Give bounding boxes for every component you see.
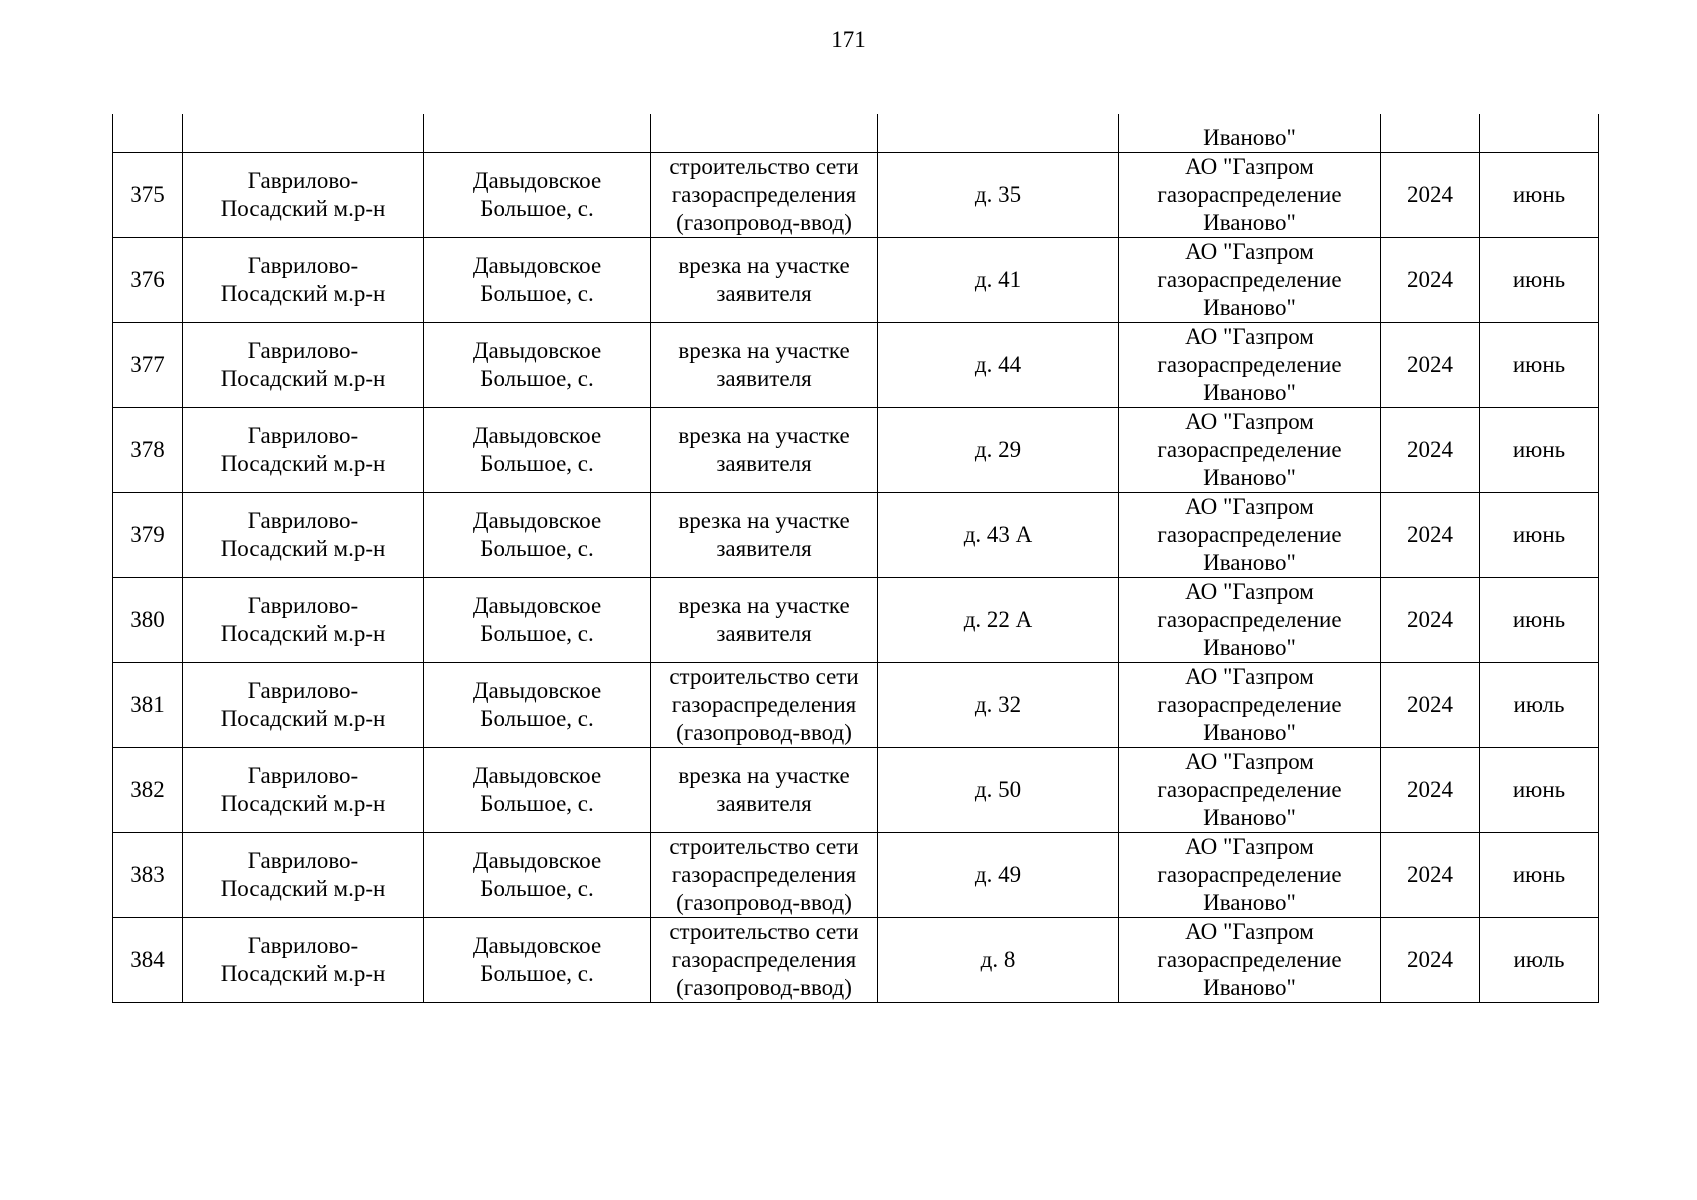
table-row <box>113 153 1599 238</box>
gas-connection-table <box>112 114 1599 1003</box>
table-body <box>113 114 1599 1003</box>
district-line: Посадский м.р-н <box>220 536 386 561</box>
work-line: врезка на участке <box>678 253 850 278</box>
work-line: строительство сети <box>669 664 859 689</box>
cell-year: 2024 <box>1381 578 1480 663</box>
cell-work <box>651 114 878 153</box>
work-line: заявителя <box>716 366 812 391</box>
cell-owner <box>1119 408 1381 493</box>
settlement-line: Большое, с. <box>480 196 594 221</box>
cell-owner <box>1119 323 1381 408</box>
cell-work <box>651 238 878 323</box>
settlement-line: Большое, с. <box>480 366 594 391</box>
table-row <box>113 408 1599 493</box>
work-line: врезка на участке <box>678 423 850 448</box>
work-line: заявителя <box>716 451 812 476</box>
cell-num: 384 <box>113 918 183 1003</box>
cell-address: д. 32 <box>878 663 1119 748</box>
district-line: Посадский м.р-н <box>220 451 386 476</box>
cell-settlement <box>424 833 651 918</box>
cell-address: д. 29 <box>878 408 1119 493</box>
cell-year: 2024 <box>1381 918 1480 1003</box>
settlement-line: Давыдовское <box>472 593 602 618</box>
cell-address: д. 44 <box>878 323 1119 408</box>
cell-year: 2024 <box>1381 748 1480 833</box>
cell-address: д. 22 А <box>878 578 1119 663</box>
owner-line: газораспределение <box>1157 607 1342 632</box>
cell-settlement <box>424 918 651 1003</box>
cell-address: д. 49 <box>878 833 1119 918</box>
cell-month: июнь <box>1480 833 1599 918</box>
cell-owner <box>1119 238 1381 323</box>
owner-line: Иваново" <box>1203 890 1296 915</box>
cell-settlement <box>424 578 651 663</box>
cell-district <box>183 323 424 408</box>
settlement-line: Большое, с. <box>480 791 594 816</box>
cell-work <box>651 918 878 1003</box>
owner-line: АО "Газпром <box>1185 919 1314 944</box>
cell-settlement <box>424 408 651 493</box>
cell-owner <box>1119 578 1381 663</box>
district-line: Гаврилово- <box>247 423 359 448</box>
cell-work <box>651 408 878 493</box>
district-line: Посадский м.р-н <box>220 876 386 901</box>
settlement-line: Большое, с. <box>480 961 594 986</box>
cell-district <box>183 663 424 748</box>
owner-line: Иваново" <box>1203 550 1296 575</box>
owner-line: газораспределение <box>1157 862 1342 887</box>
settlement-line: Давыдовское <box>472 423 602 448</box>
table-row <box>113 578 1599 663</box>
work-line: газораспределения <box>671 947 857 972</box>
district-line: Гаврилово- <box>247 508 359 533</box>
cell-num: 380 <box>113 578 183 663</box>
cell-owner <box>1119 918 1381 1003</box>
cell-num: 377 <box>113 323 183 408</box>
work-line: (газопровод-ввод) <box>676 890 852 915</box>
work-line: (газопровод-ввод) <box>676 720 852 745</box>
cell-year: 2024 <box>1381 833 1480 918</box>
owner-line: газораспределение <box>1157 947 1342 972</box>
work-line: строительство сети <box>669 919 859 944</box>
cell-num: 375 <box>113 153 183 238</box>
work-line: (газопровод-ввод) <box>676 210 852 235</box>
settlement-line: Большое, с. <box>480 281 594 306</box>
cell-address: д. 8 <box>878 918 1119 1003</box>
district-line: Гаврилово- <box>247 678 359 703</box>
cell-owner <box>1119 114 1381 153</box>
cell-owner <box>1119 663 1381 748</box>
district-line: Посадский м.р-н <box>220 791 386 816</box>
settlement-line: Большое, с. <box>480 536 594 561</box>
work-line: врезка на участке <box>678 508 850 533</box>
table-row <box>113 493 1599 578</box>
cell-num: 381 <box>113 663 183 748</box>
owner-line: газораспределение <box>1157 522 1342 547</box>
continued-row <box>113 114 1599 153</box>
work-line: заявителя <box>716 621 812 646</box>
work-line: заявителя <box>716 536 812 561</box>
page-number: 171 <box>831 27 866 52</box>
district-line: Посадский м.р-н <box>220 621 386 646</box>
owner-line: газораспределение <box>1157 777 1342 802</box>
work-line: газораспределения <box>671 182 857 207</box>
district-line: Посадский м.р-н <box>220 706 386 731</box>
cell-work <box>651 578 878 663</box>
cell-work <box>651 153 878 238</box>
cell-address: д. 43 А <box>878 493 1119 578</box>
cell-month: июнь <box>1480 748 1599 833</box>
cell-district <box>183 918 424 1003</box>
cell-num: 383 <box>113 833 183 918</box>
table-row <box>113 918 1599 1003</box>
work-line: заявителя <box>716 281 812 306</box>
cell-work <box>651 833 878 918</box>
owner-line: АО "Газпром <box>1185 324 1314 349</box>
cell-address <box>878 114 1119 153</box>
cell-work <box>651 748 878 833</box>
cell-address: д. 50 <box>878 748 1119 833</box>
owner-line: Иваново" <box>1203 805 1296 830</box>
cell-settlement <box>424 748 651 833</box>
settlement-line: Давыдовское <box>472 678 602 703</box>
cell-district <box>183 833 424 918</box>
settlement-line: Давыдовское <box>472 168 602 193</box>
owner-line: АО "Газпром <box>1185 409 1314 434</box>
cell-district <box>183 493 424 578</box>
cell-num: 379 <box>113 493 183 578</box>
cell-num: 382 <box>113 748 183 833</box>
district-line: Посадский м.р-н <box>220 281 386 306</box>
owner-line: АО "Газпром <box>1185 239 1314 264</box>
owner-line: АО "Газпром <box>1185 154 1314 179</box>
cell-num: 376 <box>113 238 183 323</box>
cell-month: июнь <box>1480 578 1599 663</box>
cell-district <box>183 748 424 833</box>
settlement-line: Давыдовское <box>472 338 602 363</box>
owner-line: газораспределение <box>1157 267 1342 292</box>
cell-district <box>183 408 424 493</box>
cell-district <box>183 153 424 238</box>
work-line: заявителя <box>716 791 812 816</box>
settlement-line: Большое, с. <box>480 706 594 731</box>
district-line: Гаврилово- <box>247 848 359 873</box>
owner-line: АО "Газпром <box>1185 494 1314 519</box>
district-line: Посадский м.р-н <box>220 196 386 221</box>
cell-work <box>651 493 878 578</box>
cell-address: д. 35 <box>878 153 1119 238</box>
owner-line: газораспределение <box>1157 692 1342 717</box>
owner-line: АО "Газпром <box>1185 834 1314 859</box>
cell-settlement <box>424 493 651 578</box>
cell-month: июль <box>1480 918 1599 1003</box>
district-line: Гаврилово- <box>247 253 359 278</box>
table-row <box>113 323 1599 408</box>
owner-line: газораспределение <box>1157 182 1342 207</box>
work-line: врезка на участке <box>678 763 850 788</box>
table-row <box>113 663 1599 748</box>
district-line: Гаврилово- <box>247 338 359 363</box>
cell-year: 2024 <box>1381 493 1480 578</box>
owner-line: газораспределение <box>1157 352 1342 377</box>
owner-line: газораспределение <box>1157 437 1342 462</box>
work-line: строительство сети <box>669 834 859 859</box>
cell-year: 2024 <box>1381 408 1480 493</box>
cell-month: июнь <box>1480 408 1599 493</box>
cell-district <box>183 578 424 663</box>
cell-settlement <box>424 663 651 748</box>
district-line: Гаврилово- <box>247 168 359 193</box>
owner-line: Иваново" <box>1203 720 1296 745</box>
cell-address: д. 41 <box>878 238 1119 323</box>
settlement-line: Большое, с. <box>480 876 594 901</box>
cell-owner <box>1119 748 1381 833</box>
work-line: (газопровод-ввод) <box>676 975 852 1000</box>
owner-line: АО "Газпром <box>1185 579 1314 604</box>
cell-district <box>183 238 424 323</box>
district-line: Гаврилово- <box>247 593 359 618</box>
settlement-line: Давыдовское <box>472 848 602 873</box>
cell-settlement <box>424 238 651 323</box>
cell-settlement <box>424 153 651 238</box>
cell-owner <box>1119 153 1381 238</box>
settlement-line: Давыдовское <box>472 508 602 533</box>
settlement-line: Давыдовское <box>472 933 602 958</box>
cell-num <box>113 114 183 153</box>
owner-line: АО "Газпром <box>1185 749 1314 774</box>
cell-settlement <box>424 114 651 153</box>
cell-settlement <box>424 323 651 408</box>
work-line: строительство сети <box>669 154 859 179</box>
work-line: газораспределения <box>671 692 857 717</box>
table-row <box>113 833 1599 918</box>
cell-year <box>1381 114 1480 153</box>
table-row <box>113 748 1599 833</box>
owner-line: Иваново" <box>1203 210 1296 235</box>
owner-line: Иваново" <box>1203 380 1296 405</box>
cell-month: июнь <box>1480 323 1599 408</box>
cell-month <box>1480 114 1599 153</box>
owner-line: Иваново" <box>1203 635 1296 660</box>
cell-month: июнь <box>1480 153 1599 238</box>
owner-line: Иваново" <box>1203 465 1296 490</box>
cell-year: 2024 <box>1381 153 1480 238</box>
cell-year: 2024 <box>1381 323 1480 408</box>
cell-work <box>651 663 878 748</box>
settlement-line: Большое, с. <box>480 621 594 646</box>
owner-line: АО "Газпром <box>1185 664 1314 689</box>
cell-owner <box>1119 833 1381 918</box>
cell-district <box>183 114 424 153</box>
work-line: врезка на участке <box>678 338 850 363</box>
table-row <box>113 238 1599 323</box>
cell-owner <box>1119 493 1381 578</box>
district-line: Гаврилово- <box>247 933 359 958</box>
cell-num: 378 <box>113 408 183 493</box>
owner-line: Иваново" <box>1203 295 1296 320</box>
district-line: Посадский м.р-н <box>220 961 386 986</box>
settlement-line: Большое, с. <box>480 451 594 476</box>
district-line: Гаврилово- <box>247 763 359 788</box>
settlement-line: Давыдовское <box>472 253 602 278</box>
work-line: газораспределения <box>671 862 857 887</box>
work-line: врезка на участке <box>678 593 850 618</box>
cell-year: 2024 <box>1381 238 1480 323</box>
owner-line: Иваново" <box>1203 975 1296 1000</box>
settlement-line: Давыдовское <box>472 763 602 788</box>
cell-month: июнь <box>1480 493 1599 578</box>
owner-line: Иваново" <box>1203 125 1296 150</box>
cell-month: июль <box>1480 663 1599 748</box>
cell-work <box>651 323 878 408</box>
cell-month: июнь <box>1480 238 1599 323</box>
district-line: Посадский м.р-н <box>220 366 386 391</box>
cell-year: 2024 <box>1381 663 1480 748</box>
